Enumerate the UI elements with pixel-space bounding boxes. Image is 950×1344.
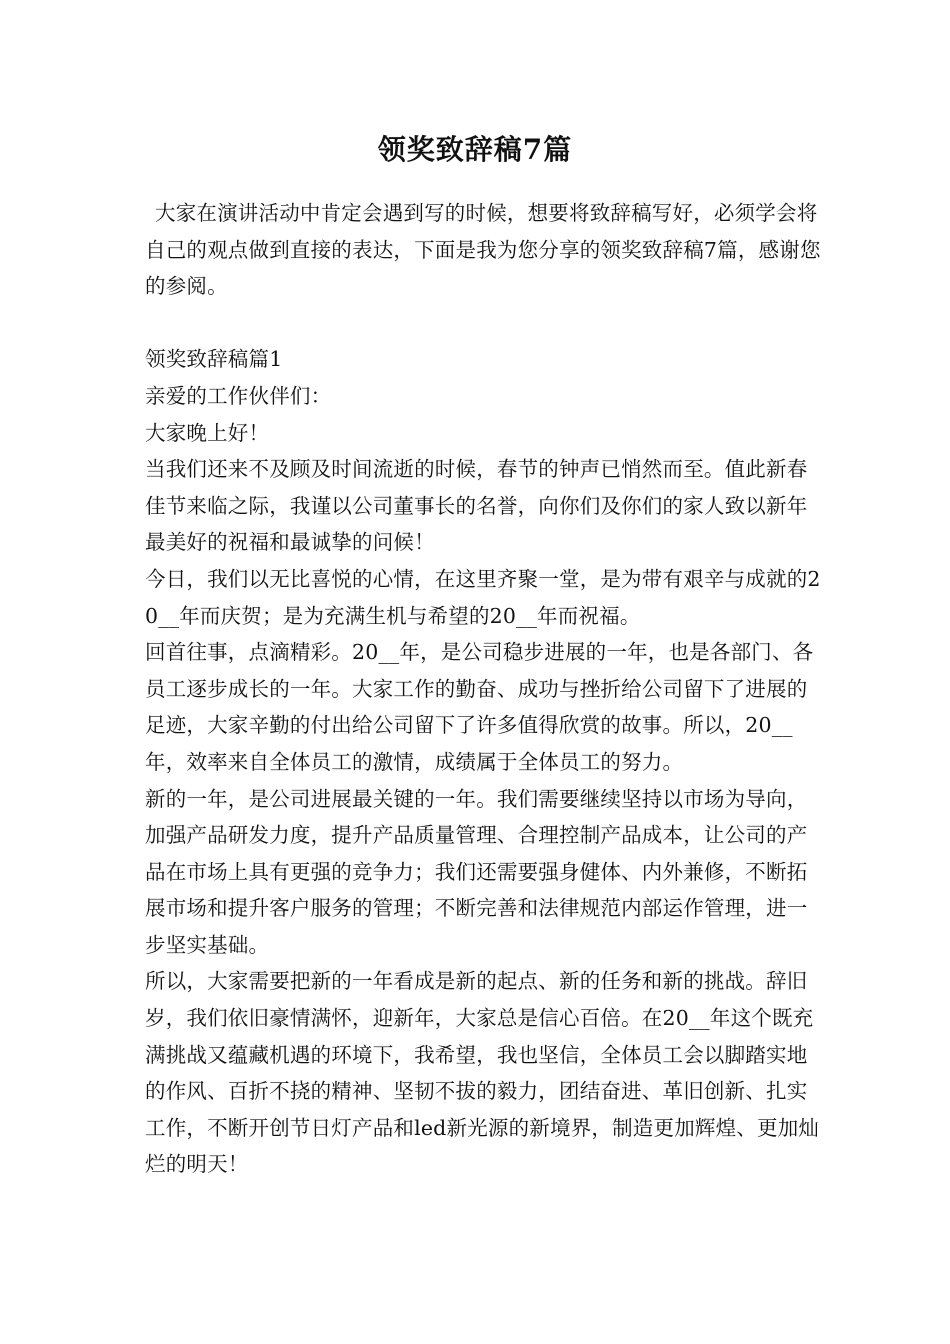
document-body [145,195,825,1183]
document-title: 领奖致辞稿7篇 [377,133,573,166]
intro-paragraph: 大家在演讲活动中肯定会遇到写的时候，想要将致辞稿写好，必须学会将自己的观点做到直接的表达，下面是我为您分享的领奖致辞稿7篇，感谢您的参阅。 [145,201,821,299]
salutation-line: 大家晚上好！ [145,420,270,445]
section-heading: 领奖致辞稿篇1 [145,347,283,372]
body-paragraph: 当我们还来不及顾及时间流逝的时候，春节的钟声已悄然而至。值此新春佳节来临之际，我谨以公司董事长的名誉，向你们及你们的家人致以新年最美好的祝福和最诚挚的问候！ [145,457,808,555]
body-paragraph: 新的一年，是公司进展最关键的一年。我们需要继续坚持以市场为导向，加强产品研发力度，提升产品质量管理、合理控制产品成本，让公司的产品在市场上具有更强的竞争力；我们还需要强身健体、内外兼修，不断拓展市场和提升客户服务的管理；不断完善和法律规范内部运作管理，进一步坚实基础。 [145,786,808,957]
body-paragraph: 今日，我们以无比喜悦的心情，在这里齐聚一堂，是为带有艰辛与成就的20__年而庆贺；是为充满生机与希望的20__年而祝福。 [145,566,821,628]
body-paragraph: 回首往事，点滴精彩。20__年，是公司稳步进展的一年，也是各部门、各员工逐步成长的一年。大家工作的勤奋、成功与挫折给公司留下了进展的足迹，大家辛勤的付出给公司留下了许多值得欣赏的故事。所以，20__年，效率来自全体员工的激情，成绩属于全体员工的努力。 [145,640,814,774]
greeting-line: 亲爱的工作伙伴们： [145,383,332,408]
body-paragraph: 所以，大家需要把新的一年看成是新的起点、新的任务和新的挑战。辞旧岁，我们依旧豪情满怀，迎新年，大家总是信心百倍。在20__年这个既充满挑战又蕴藏机遇的环境下，我希望，我也坚信，全体员工会以脚踏实地的作风、百折不挠的精神、坚韧不拔的毅力，团结奋进、革旧创新、扎实工作，不断开创节日灯产品和led新光源的新境界，制造更加辉煌、更加灿烂的明天！ [145,969,820,1177]
